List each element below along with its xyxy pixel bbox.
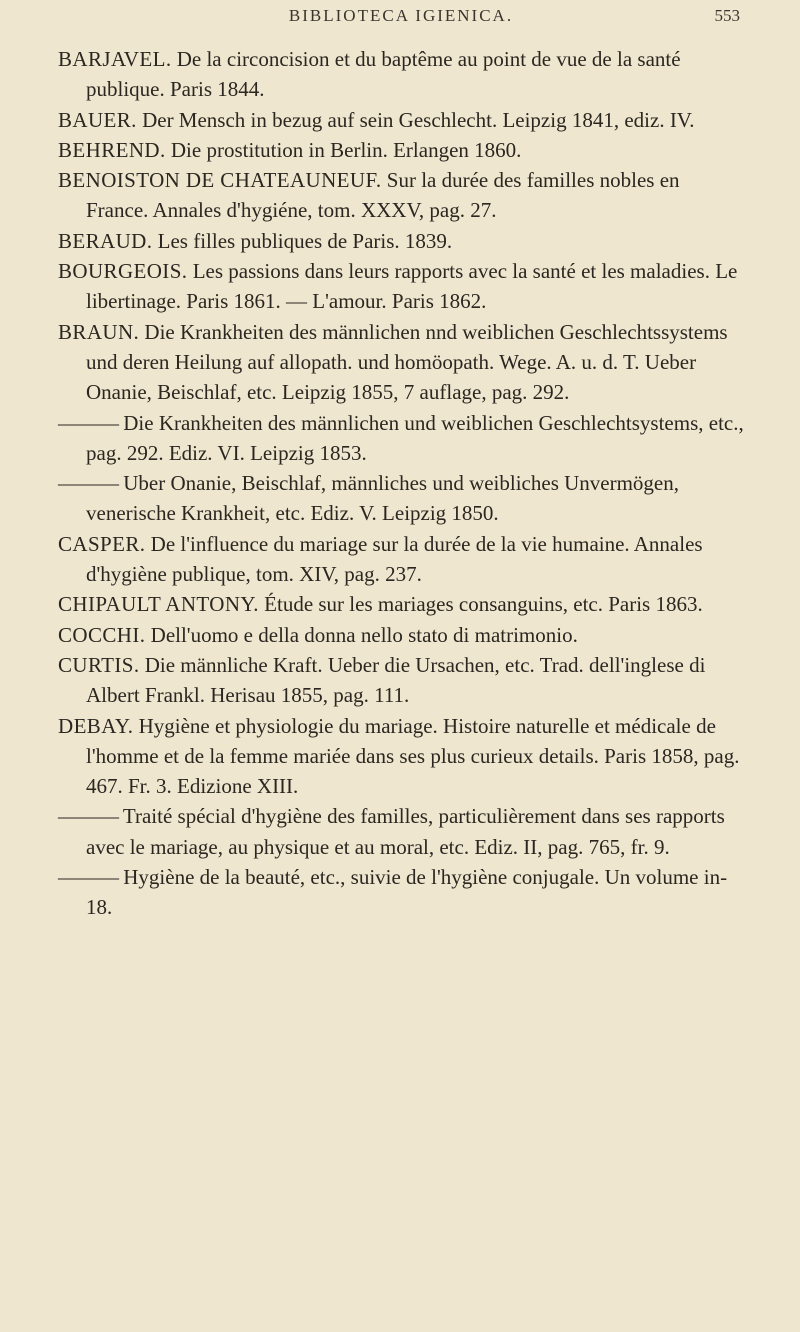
bibliography-entry	[58, 317, 746, 408]
entry-text: Hygiène de la beauté, etc., suivie de l'hygiène conjugale. Un volume in-18.	[86, 865, 728, 920]
entry-author: BAUER.	[58, 107, 137, 132]
entry-text: Les filles publiques de Paris. 1839.	[157, 228, 453, 253]
bibliography-entry	[58, 226, 746, 256]
page-number: 553	[714, 6, 740, 25]
entry-text: Die prostitution in Berlin. Erlangen 1860.	[170, 137, 522, 162]
bibliography-entry	[58, 529, 746, 590]
entry-author: CURTIS.	[58, 652, 140, 677]
entry-author: CASPER.	[58, 531, 146, 556]
entry-author: BERAUD.	[58, 228, 153, 253]
entry-author: DEBAY.	[58, 713, 134, 738]
bibliography-entry	[58, 256, 746, 317]
running-head-title: BIBLIOTECA IGIENICA.	[288, 6, 514, 25]
entry-text: Der Mensch in bezug auf sein Geschlecht. Leipzig 1841, ediz. IV.	[142, 107, 695, 132]
bibliography-entry	[58, 408, 746, 469]
bibliography-entry	[58, 165, 746, 226]
entry-author: BRAUN.	[58, 319, 140, 344]
entry-author: COCCHI.	[58, 622, 146, 647]
bibliography-entry	[58, 650, 746, 711]
entry-author: ———	[58, 471, 118, 496]
bibliography-entry	[58, 468, 746, 529]
entry-text: Die Krankheiten des männlichen nnd weiblichen Geschlechtssystems und deren Heilung auf allopath. und homöopath. Wege. A. u. d. T. Ueber Onanie, Beischlaf, etc. Leipzig 1855, 7 auflage, pag. 292.	[86, 319, 728, 405]
entry-text: De la circoncision et du baptême au point de vue de la santé publique. Paris 1844.	[86, 47, 681, 102]
bibliography-entry	[58, 620, 746, 650]
entry-text: Die männliche Kraft. Ueber die Ursachen, etc. Trad. dell'inglese di Albert Frankl. Herisau 1855, pag. 111.	[86, 652, 706, 708]
entry-text: Étude sur les mariages consanguins, etc. Paris 1863.	[264, 592, 703, 617]
entry-text: Traité spécial d'hygiène des familles, particulièrement dans ses rapports avec le mariage, au physique et au moral, etc. Ediz. II, pag. 765, fr. 9.	[86, 804, 725, 859]
bibliography-entry	[58, 801, 746, 862]
entry-text: Les passions dans leurs rapports avec la santé et les maladies. Le libertinage. Paris 1861. — L'amour. Paris 1862.	[86, 259, 738, 314]
entry-author: BEHREND.	[58, 137, 166, 162]
entry-author: ———	[58, 865, 118, 890]
bibliography-list	[58, 44, 746, 923]
running-head	[58, 0, 744, 40]
entry-author: BOURGEOIS.	[58, 259, 188, 284]
entry-text: Dell'uomo e della donna nello stato di matrimonio.	[150, 622, 578, 647]
entry-author: CHIPAULT ANTONY.	[58, 592, 259, 617]
bibliography-entry	[58, 711, 746, 802]
bibliography-entry	[58, 589, 746, 619]
entry-text: Die Krankheiten des männlichen und weiblichen Geschlechtsystems, etc., pag. 292. Ediz. VI. Leipzig 1853.	[86, 410, 744, 465]
entry-author: BARJAVEL.	[58, 47, 172, 71]
entry-author: ———	[58, 410, 118, 435]
bibliography-entry	[58, 862, 746, 923]
entry-text: Sur la durée des familles nobles en France. Annales d'hygiéne, tom. XXXV, pag. 27.	[86, 168, 680, 223]
entry-author: BENOISTON DE CHATEAUNEUF.	[58, 168, 382, 193]
bibliography-entry	[58, 105, 746, 135]
entry-text: Uber Onanie, Beischlaf, männliches und weibliches Unvermögen, venerische Krankheit, etc. Ediz. V. Leipzig 1850.	[86, 471, 680, 526]
entry-text: Hygiène et physiologie du mariage. Histoire naturelle et médicale de l'homme et de la femme mariée dans ses plus curieux details. Paris 1858, pag. 467. Fr. 3. Edizione XIII.	[86, 713, 740, 799]
entry-author: ———	[58, 804, 118, 829]
bibliography-entry	[58, 135, 746, 165]
bibliography-entry	[58, 44, 746, 105]
entry-text: De l'influence du mariage sur la durée de la vie humaine. Annales d'hygiène publique, tom. XIV, pag. 237.	[86, 531, 703, 587]
